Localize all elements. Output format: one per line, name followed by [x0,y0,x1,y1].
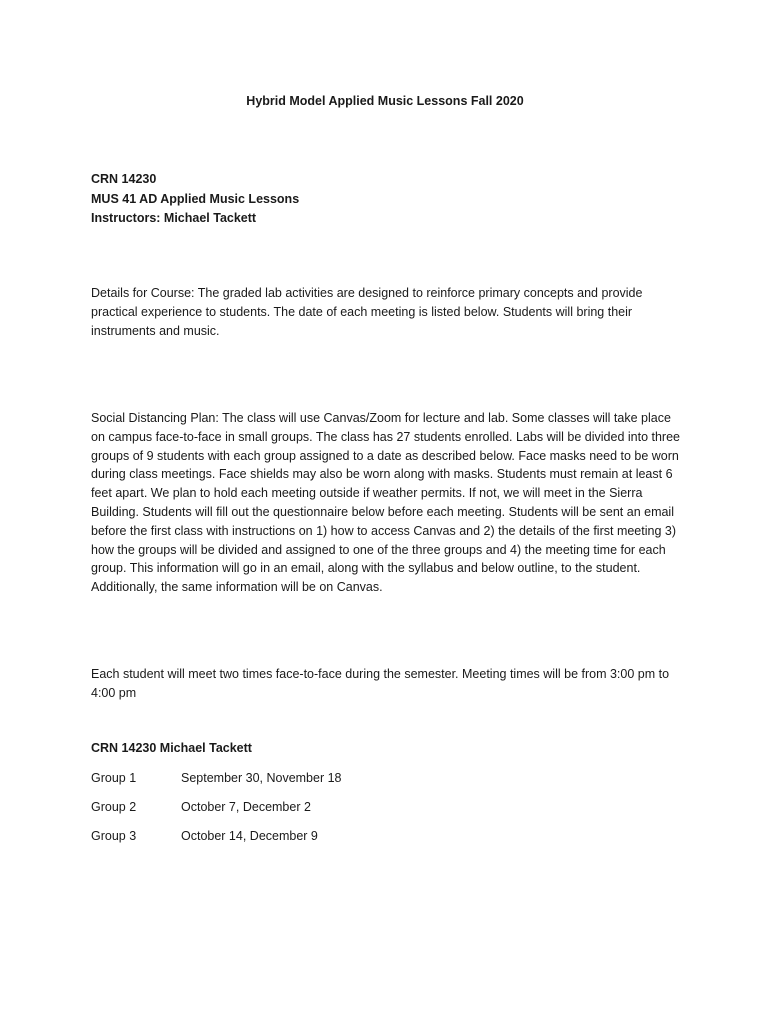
document-title: Hybrid Model Applied Music Lessons Fall 2020 [246,94,524,108]
group-name: Group 1 [91,771,137,785]
group-dates: October 14, December 9 [181,829,318,843]
group-row [91,771,342,785]
group-dates: October 7, December 2 [181,800,311,814]
group-name: Group 3 [91,829,137,843]
course-name: MUS 41 AD Applied Music Lessons [91,191,300,206]
group-name: Group 2 [91,800,137,814]
group-dates: September 30, November 18 [181,771,342,785]
group-row [91,800,311,814]
social-distancing-paragraph: Social Distancing Plan: The class will use Canvas/Zoom for lecture and lab. Some classes will take place on campus face-to-face in small groups. The class has 27 students enrolled. Labs will be divided into three groups of 9 students with each group assigned to a date as described below. Face masks need to be worn during class meetings. Face shields may also be worn along with masks. Students must remain at least 6 feet apart. We plan to hold each meeting outside if weather permits. If not, we will meet in the Sierra Building. Students will fill out the questionnaire below before each meeting. Students will be sent an email before the first class with instructions on 1) how to access Canvas and 2) the details of the first meeting 3) how the groups will be divided and assigned to one of the three groups and 4) the meeting time for each group. This information will go in an email, along with the syllabus and below outline, to the student. Additionally, the same information will be on Canvas. [91,411,680,595]
course-header [91,170,299,229]
meeting-times-paragraph: Each student will meet two times face-to-face during the semester. Meeting times will be from 3:00 pm to 4:00 pm [91,667,670,700]
crn-label: CRN 14230 [91,172,157,186]
schedule-heading: CRN 14230 Michael Tackett [91,741,252,755]
group-row [91,829,318,843]
instructors-line: Instructors: Michael Tackett [91,211,257,225]
details-paragraph: Details for Course: The graded lab activities are designed to reinforce primary concepts and provide practical experience to students. The date of each meeting is listed below. Students will bring their instruments and music. [91,286,643,338]
